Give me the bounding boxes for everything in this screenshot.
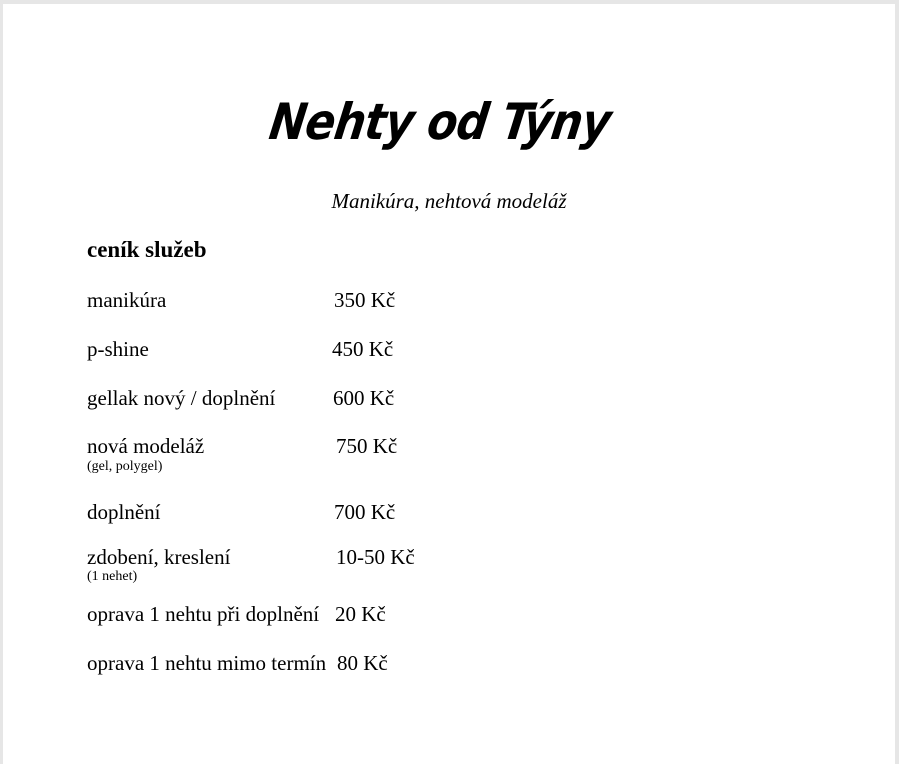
- service-note: (1 nehet): [87, 569, 138, 584]
- document-page: [3, 4, 895, 764]
- service-price: 80 Kč: [337, 651, 388, 675]
- service-name: nová modeláž: [87, 434, 205, 458]
- service-price: 700 Kč: [334, 500, 396, 524]
- price-list-item: [87, 288, 166, 312]
- price-list-item: [87, 500, 161, 524]
- price-list-item: [87, 602, 319, 626]
- service-price: 20 Kč: [335, 602, 386, 626]
- service-price: 600 Kč: [333, 386, 395, 410]
- page-subtitle: Manikúra, nehtová modeláž: [331, 189, 567, 213]
- price-list-item: [87, 545, 230, 569]
- price-list-item: [87, 434, 204, 458]
- service-price: 10-50 Kč: [336, 545, 415, 569]
- service-name: oprava 1 nehtu při doplnění: [87, 602, 320, 626]
- service-name: zdobení, kreslení: [87, 545, 231, 569]
- service-name: oprava 1 nehtu mimo termín: [87, 651, 327, 675]
- service-price: 750 Kč: [336, 434, 398, 458]
- service-name: doplnění: [87, 500, 161, 524]
- price-list-item: [87, 651, 326, 675]
- service-note: (gel, polygel): [87, 459, 163, 474]
- service-name: manikúra: [87, 288, 167, 312]
- service-name: p-shine: [87, 337, 149, 361]
- service-name: gellak nový / doplnění: [87, 386, 276, 410]
- price-list-item: [87, 337, 149, 361]
- page-title: Nehty od Týny: [265, 93, 615, 151]
- service-price: 450 Kč: [332, 337, 394, 361]
- service-price: 350 Kč: [334, 288, 396, 312]
- price-list-item: [87, 386, 275, 410]
- section-heading: ceník služeb: [87, 237, 207, 262]
